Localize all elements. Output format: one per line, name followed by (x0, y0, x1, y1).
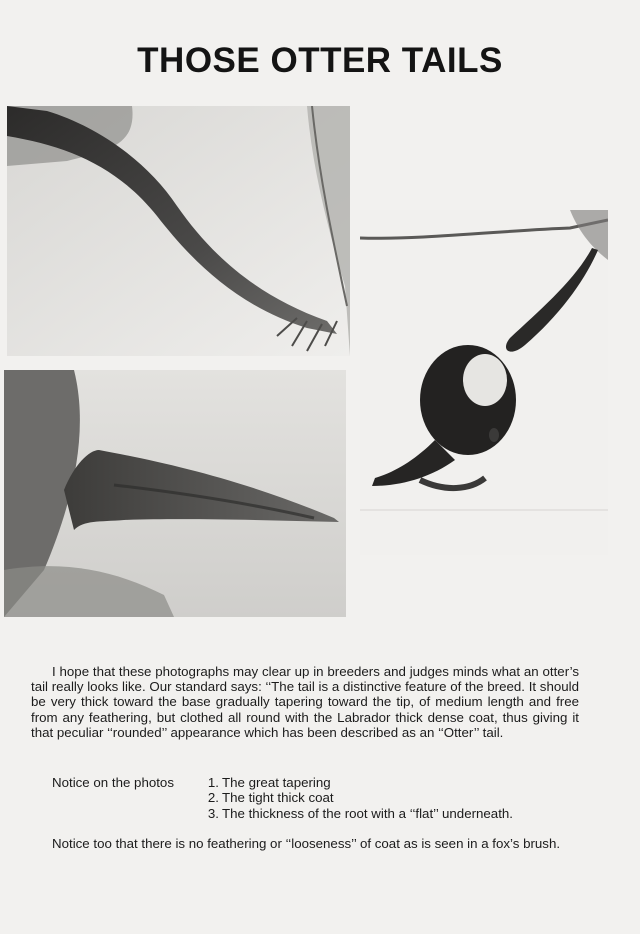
tail-photo-top-left (7, 106, 350, 356)
dog-photo-right (360, 210, 608, 555)
tail-root-photo-bottom-left (4, 370, 346, 617)
closing-paragraph: Notice too that there is no feathering or ‘‘looseness’’ of coat as is seen in a fox’s brush. (52, 836, 561, 851)
page-title: THOSE OTTER TAILS (137, 41, 503, 81)
notice-list (202, 775, 513, 821)
body-text (31, 664, 579, 740)
list-item: 2. The tight thick coat (207, 790, 334, 806)
notice-label: Notice on the photos (52, 775, 174, 790)
list-item: 1. The great tapering (207, 775, 331, 790)
intro-paragraph: I hope that these photographs may clear up in breeders and judges minds what an otter’s tail really looks like. Our standard says: ‘‘The tail is a distinctive feature of the breed. It should be very thick toward the base gradually tapering toward the tip, of medium length and free from any feathering, but clothed all round with the Labrador thick dense coat, thus giving it that peculiar ‘‘rounded’’ appearance which has been described as an ‘‘Otter’’ tail. (31, 664, 579, 740)
list-item: 3. The thickness of the root with a ‘‘flat’’ underneath. (207, 805, 513, 821)
